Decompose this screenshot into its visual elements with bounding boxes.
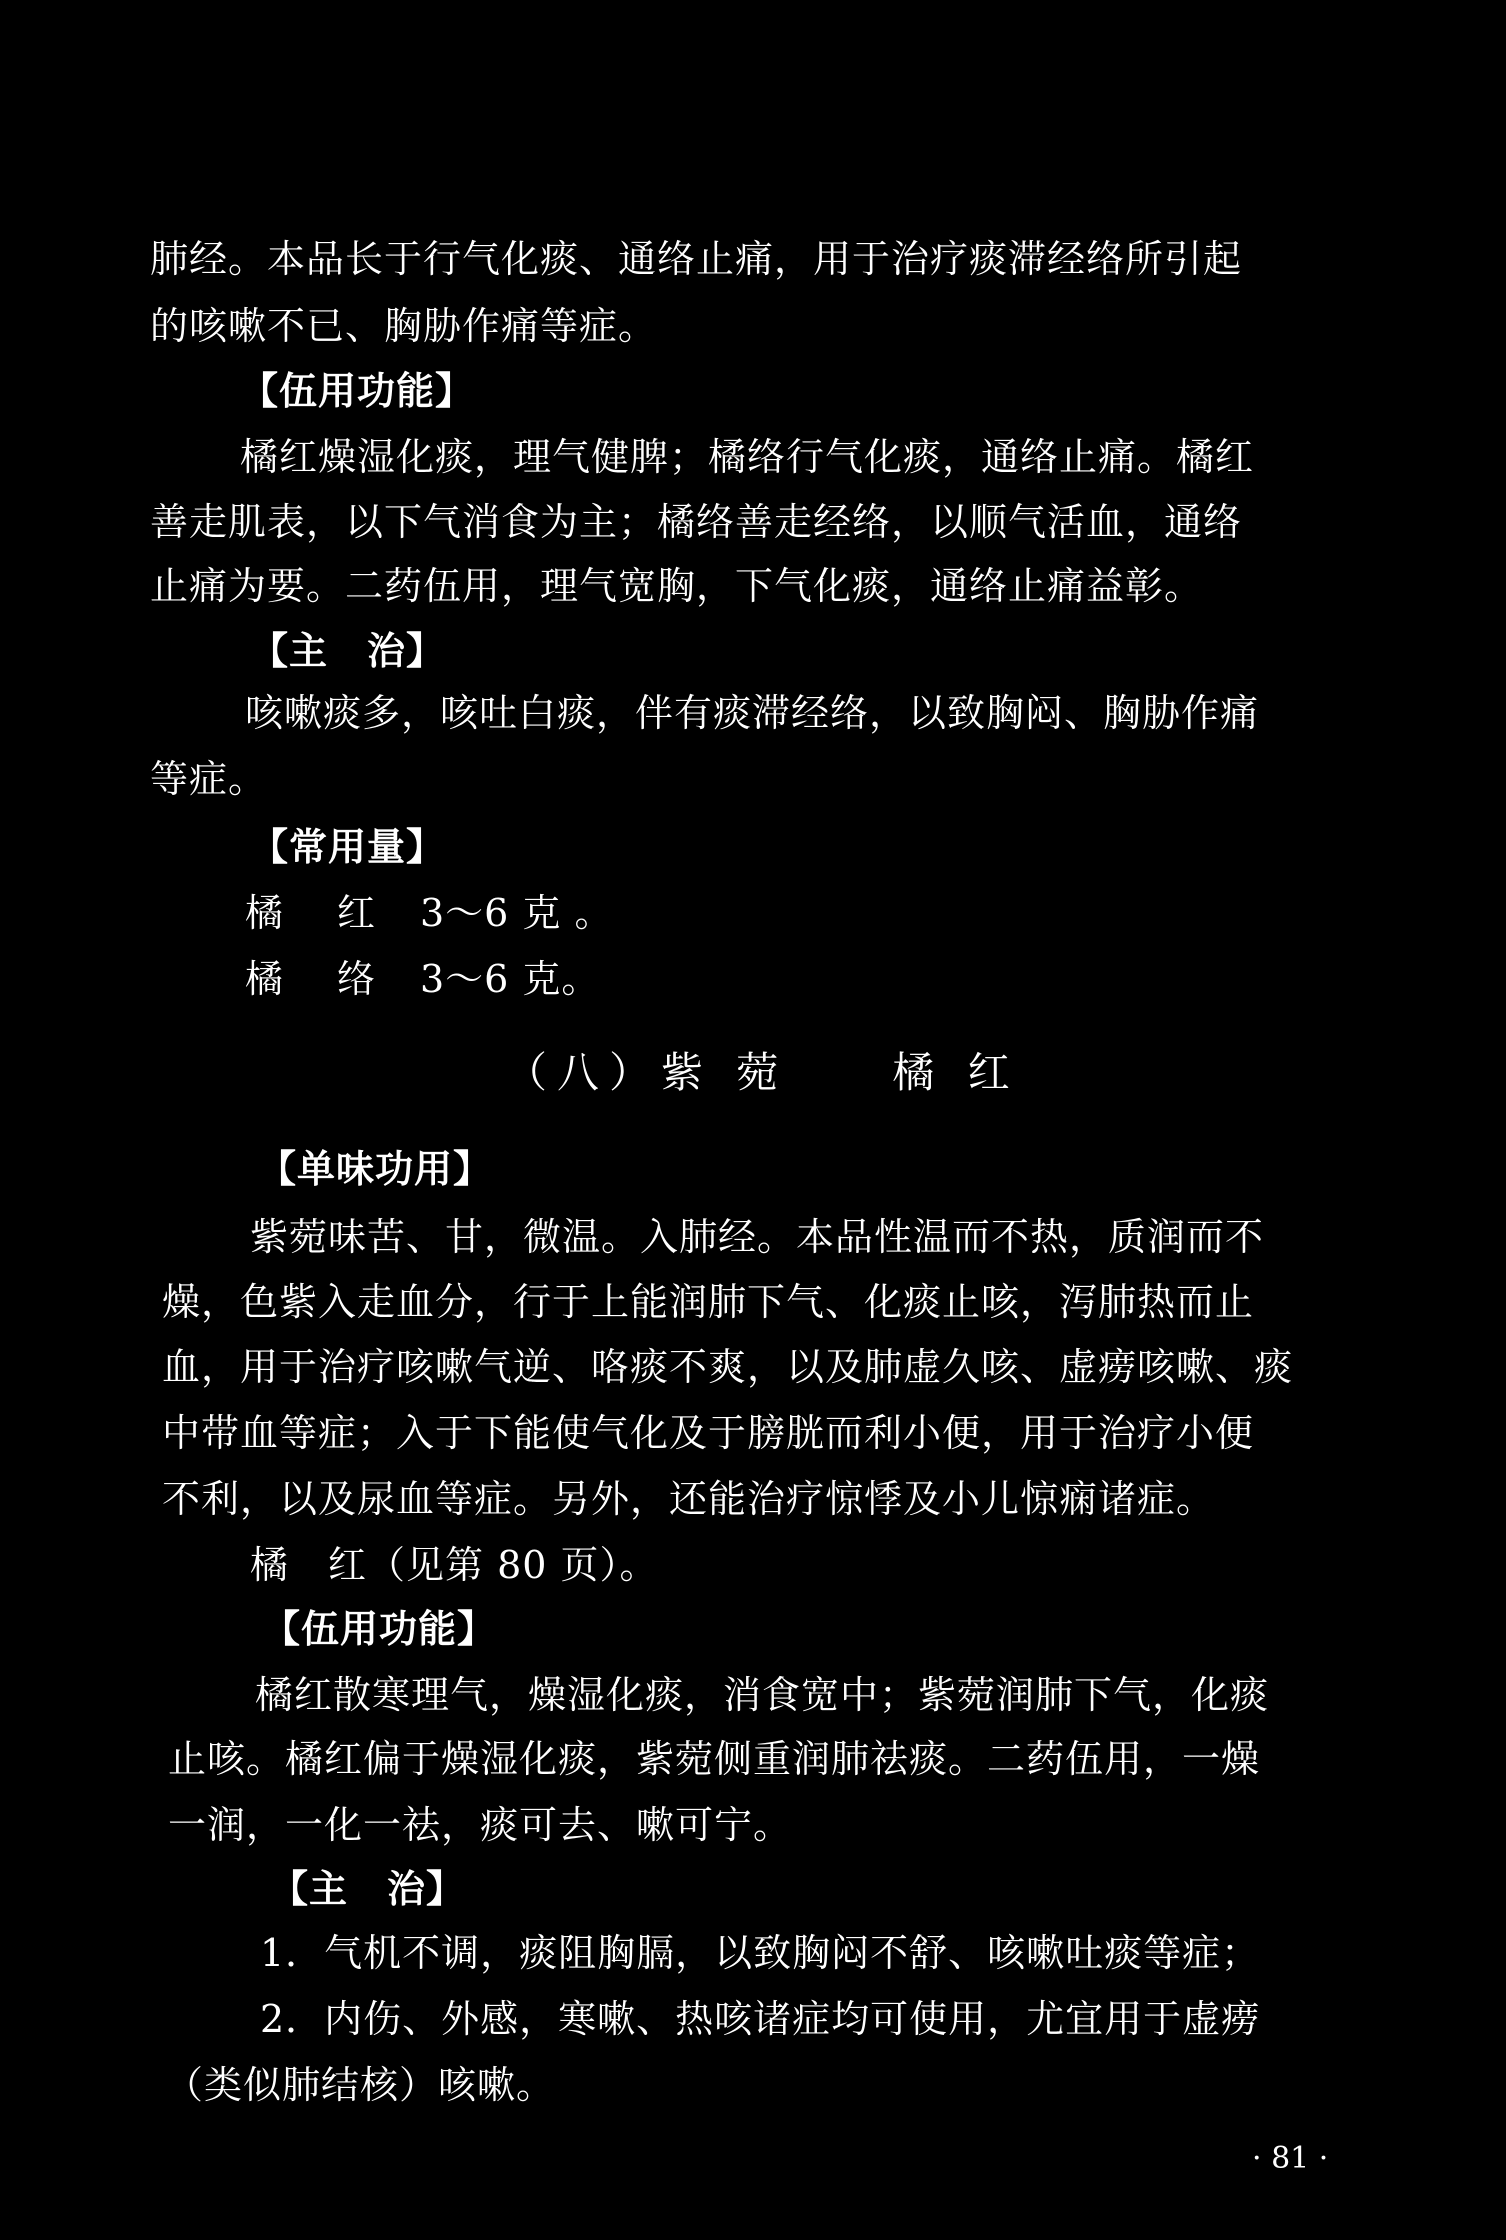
- heading-single-function: 【单味功用】: [258, 1146, 493, 1191]
- page-number: · 81 ·: [1252, 2141, 1329, 2176]
- heading-combined-function: 【伍用功能】: [240, 368, 475, 413]
- dosage-herb-name: 橘络: [245, 957, 430, 1001]
- paragraph-line: 燥，色紫入走血分，行于上能润肺下气、化痰止咳，泻肺热而止: [162, 1280, 1255, 1324]
- dosage-line: [245, 957, 601, 1001]
- heading-indications: 【主 治】: [270, 1866, 466, 1911]
- paragraph-line: 不利，以及尿血等症。另外，还能治疗惊悸及小儿惊痫诸症。: [162, 1477, 1216, 1521]
- dosage-herb-name: 橘红: [245, 891, 430, 935]
- paragraph-line: 中带血等症；入于下能使气化及于膀胱而利小便，用于治疗小便: [162, 1411, 1255, 1455]
- paragraph-line: 一润，一化一祛，痰可去、嗽可宁。: [168, 1803, 793, 1847]
- heading-dosage: 【常用量】: [250, 824, 446, 869]
- paragraph-line: 止痛为要。二药伍用，理气宽胸，下气化痰，通络止痛益彰。: [150, 564, 1204, 608]
- dosage-amount: 3～6 克。: [420, 957, 601, 1001]
- paragraph-line: 血，用于治疗咳嗽气逆、咯痰不爽，以及肺虚久咳、虚痨咳嗽、痰: [162, 1345, 1294, 1389]
- paragraph-line: 肺经。本品长于行气化痰、通络止痛，用于治疗痰滞经络所引起: [150, 237, 1243, 281]
- paragraph-line: 橘 红（见第 80 页）。: [250, 1543, 659, 1587]
- dosage-line: [245, 891, 614, 935]
- paragraph-line: 1．气机不调，痰阻胸膈，以致胸闷不舒、咳嗽吐痰等症；: [260, 1931, 1261, 1975]
- section-title: （八）紫 菀 橘 红: [505, 1048, 1020, 1097]
- paragraph-line: 橘红燥湿化痰，理气健脾；橘络行气化痰，通络止痛。橘红: [240, 435, 1255, 479]
- paragraph-line: 的咳嗽不已、胸胁作痛等症。: [150, 304, 658, 348]
- dosage-amount: 3～6 克 。: [420, 891, 614, 935]
- paragraph-line: 2．内伤、外感，寒嗽、热咳诸症均可使用，尤宜用于虚痨: [260, 1997, 1261, 2041]
- paragraph-line: 善走肌表，以下气消食为主；橘络善走经络，以顺气活血，通络: [150, 500, 1243, 544]
- heading-combined-function: 【伍用功能】: [262, 1606, 497, 1651]
- paragraph-line: 等症。: [150, 757, 268, 801]
- paragraph-line: 咳嗽痰多，咳吐白痰，伴有痰滞经络，以致胸闷、胸胁作痛: [245, 691, 1260, 735]
- paragraph-line: 橘红散寒理气，燥湿化痰，消食宽中；紫菀润肺下气，化痰: [255, 1673, 1270, 1717]
- paragraph-line: 紫菀味苦、甘，微温。入肺经。本品性温而不热，质润而不: [250, 1215, 1265, 1259]
- heading-indications: 【主 治】: [250, 628, 446, 673]
- paragraph-line: 止咳。橘红偏于燥湿化痰，紫菀侧重润肺祛痰。二药伍用，一燥: [168, 1737, 1261, 1781]
- paragraph-line: （类似肺结核）咳嗽。: [165, 2063, 556, 2107]
